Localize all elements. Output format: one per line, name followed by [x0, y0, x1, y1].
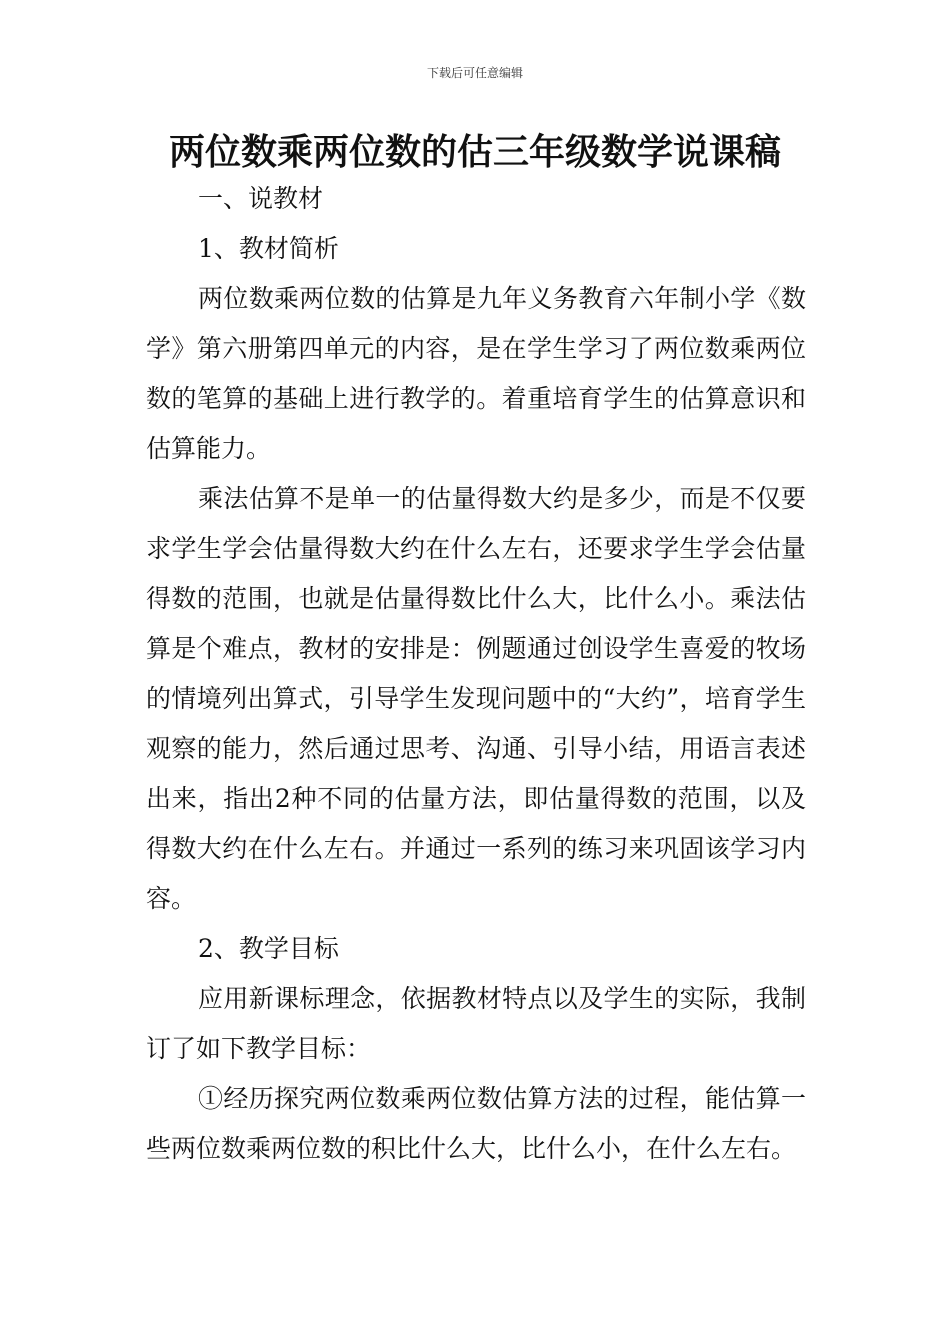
paragraph-goal-one: ①经历探究两位数乘两位数估算方法的过程，能估算一些两位数乘两位数的积比什么大，比什么小，在什么左右。	[146, 1084, 806, 1163]
section-heading-teaching-material: 一、说教材	[198, 184, 324, 213]
paragraph-goals-intro: 应用新课标理念，依据教材特点以及学生的实际，我制订了如下教学目标：	[146, 984, 806, 1063]
subheading-teaching-goals: 2、教学目标	[198, 934, 339, 963]
paragraph-material-intro: 两位数乘两位数的估算是九年义务教育六年制小学《数学》第六册第四单元的内容，是在学生学习了两位数乘两位数的笔算的基础上进行教学的。着重培育学生的估算意识和估算能力。	[146, 284, 806, 463]
document-body	[146, 174, 806, 1174]
document-title: 两位数乘两位数的估三年级数学说课稿	[168, 132, 781, 173]
page-header-note: 下载后可任意编辑	[426, 66, 523, 80]
subheading-material-analysis: 1、教材简析	[198, 234, 339, 263]
paragraph-estimation-description: 乘法估算不是单一的估量得数大约是多少，而是不仅要求学生学会估量得数大约在什么左右，还要求学生学会估量得数的范围，也就是估量得数比什么大，比什么小。乘法估算是个难点，教材的安排是：例题通过创设学生喜爱的牧场的情境列出算式，引导学生发现问题中的“大约”，培育学生观察的能力，然后通过思考、沟通、引导小结，用语言表述出来，指出2种不同的估量方法，即估量得数的范围，以及得数大约在什么左右。并通过一系列的练习来巩固该学习内容。	[146, 484, 806, 913]
